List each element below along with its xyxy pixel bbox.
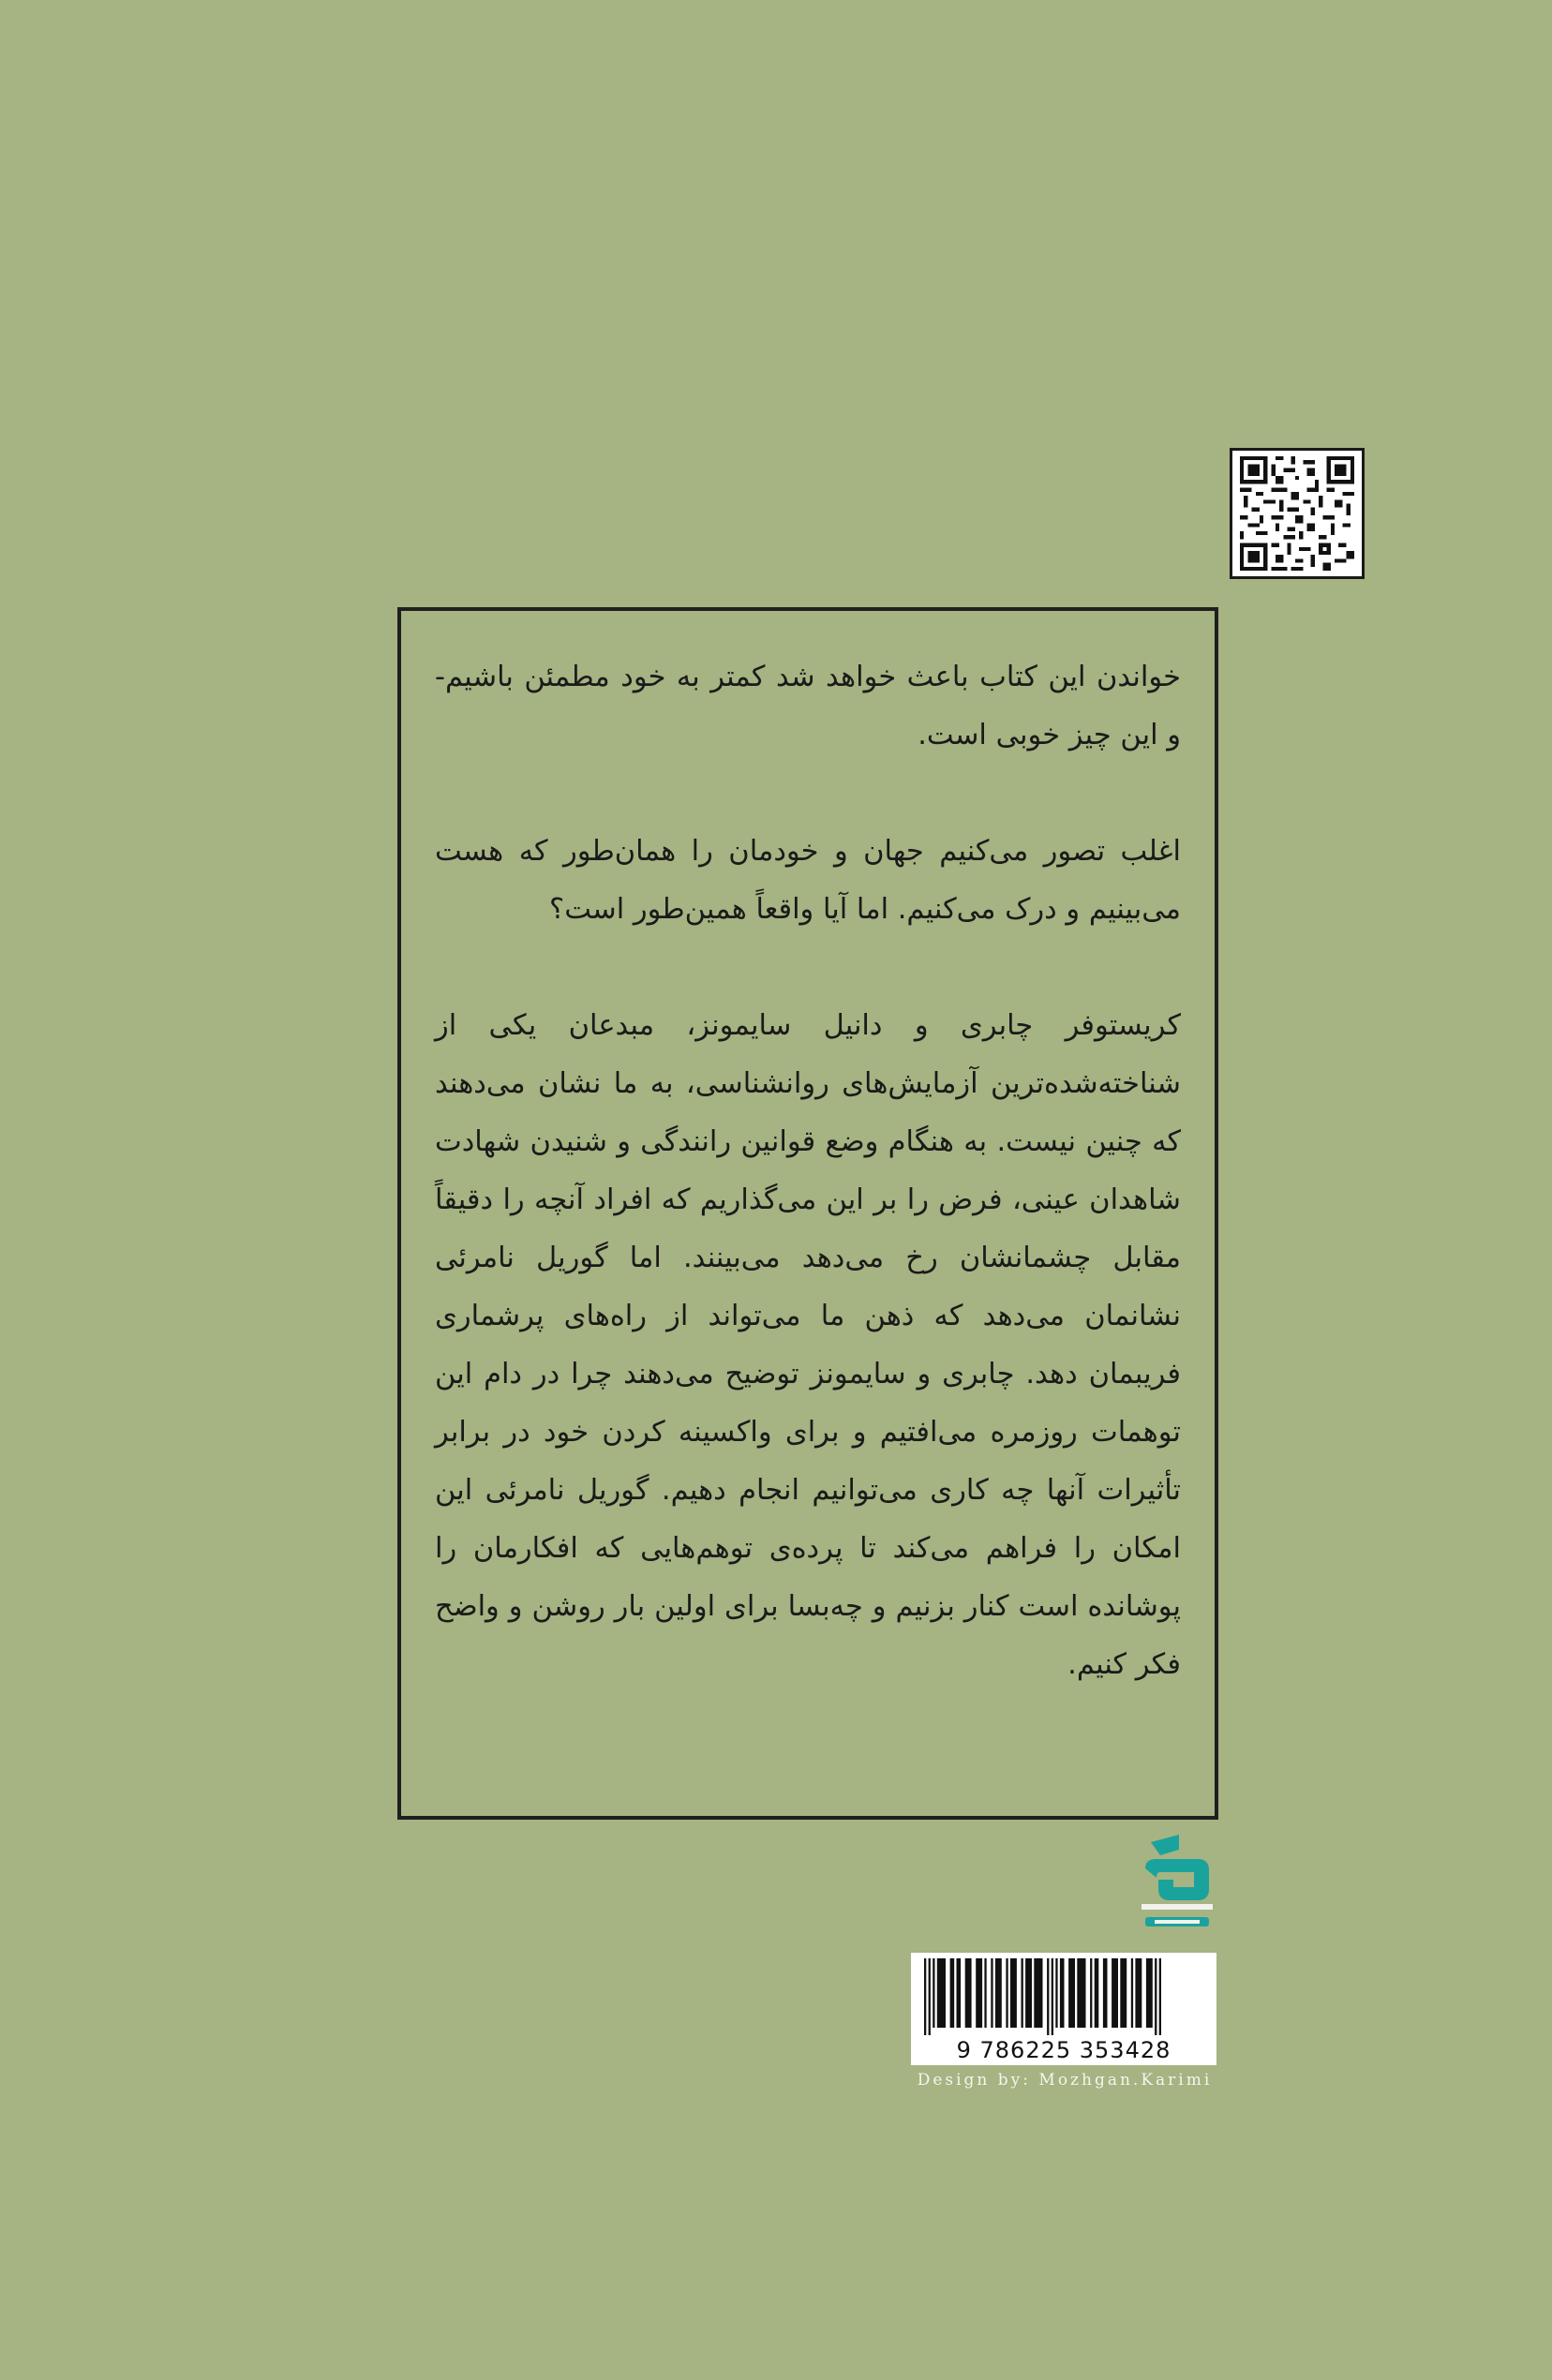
barcode-bar xyxy=(1055,1958,1057,2028)
barcode-bar xyxy=(1090,1958,1092,2028)
barcode-bar xyxy=(1120,1958,1127,2028)
barcode-bar xyxy=(1159,1958,1161,2035)
publisher-logo xyxy=(1132,1831,1222,1934)
barcode-bar xyxy=(1052,1958,1053,2035)
blurb-paragraph: کریستوفر چابری و دانیل سایمونز، مبدعان یکی از شناخته‌شده‌ترین آزمایش‌های روانشناسی، به ما نشان می‌دهند که چنین نیست. به هنگام وضع قوانین رانندگی و شنیدن شهادت شاهدان عینی، فرض را بر این می‌گذاریم که افراد آنچه را دقیقاً مقابل چشمانشان رخ می‌دهد می‌بینند. اما گوریل نامرئی نشانمان می‌دهد که ذهن ما می‌تواند از راه‌های پرشماری فریبمان دهد. چابری و سایمونز توضیح می‌دهند چرا در دام این توهمات روزمره می‌افتیم و برای واکسینه کردن خود در برابر تأثیرات آنها چه کاری می‌توانیم انجام دهیم. گوریل نامرئی این امکان را فراهم می‌کند تا پرده‌ی توهم‌هایی که افکارمان را پوشانده است کنار بزنیم و چه‌بسا برای اولین بار روشن و واضح فکر کنیم. xyxy=(435,1009,1181,1681)
barcode-bar xyxy=(1006,1958,1007,2028)
barcode-bar xyxy=(1131,1958,1133,2028)
barcode-bar xyxy=(937,1958,946,2028)
barcode-bar xyxy=(1135,1958,1142,2028)
barcode-bar xyxy=(1155,1958,1157,2035)
barcode-bar xyxy=(976,1958,982,2028)
barcode-bar xyxy=(1146,1958,1153,2028)
barcode-bar xyxy=(1103,1958,1108,2028)
barcode-bar xyxy=(1047,1958,1049,2035)
barcode-bar xyxy=(950,1958,955,2028)
barcode-bar xyxy=(991,1958,992,2028)
isbn-barcode xyxy=(911,1953,1216,2065)
barcode-bar xyxy=(1022,1958,1023,2028)
barcode-bar xyxy=(1095,1958,1099,2028)
barcode-bar xyxy=(1112,1958,1118,2028)
designer-credit: Design by: Mozhgan.Karimi xyxy=(917,2071,1213,2090)
barcode-bar xyxy=(924,1958,926,2035)
barcode-bar xyxy=(1068,1958,1075,2028)
publisher-logo-icon xyxy=(1132,1831,1222,1934)
barcode-bar xyxy=(995,1958,1002,2028)
barcode-bar xyxy=(984,1958,986,2028)
barcode-bar xyxy=(1010,1958,1017,2028)
blurb-paragraph: اغلب تصور می‌کنیم جهان و خودمان را همان‌طور که هست می‌بینیم و درک می‌کنیم. اما آیا واقعاً همین‌طور است؟ xyxy=(435,835,1181,926)
isbn-number: 9 786225 353428 xyxy=(956,2037,1171,2063)
barcode-bar xyxy=(1025,1958,1032,2028)
barcode-bar xyxy=(965,1958,972,2028)
qr-code xyxy=(1230,448,1365,579)
barcode-icon xyxy=(918,1958,1209,2035)
barcode-bar xyxy=(1077,1958,1085,2028)
barcode-bar xyxy=(929,1958,931,2035)
barcode-bar xyxy=(1060,1958,1065,2028)
barcode-bar xyxy=(1034,1958,1042,2028)
barcode-bar xyxy=(957,1958,962,2028)
blurb-box xyxy=(397,607,1218,1820)
barcode-bar xyxy=(933,1958,934,2028)
qr-code-icon xyxy=(1238,456,1356,571)
blurb-paragraph: خواندن این کتاب باعث خواهد شد کمتر به خود مطمئن باشیم- و این چیز خوبی است. xyxy=(435,661,1181,751)
